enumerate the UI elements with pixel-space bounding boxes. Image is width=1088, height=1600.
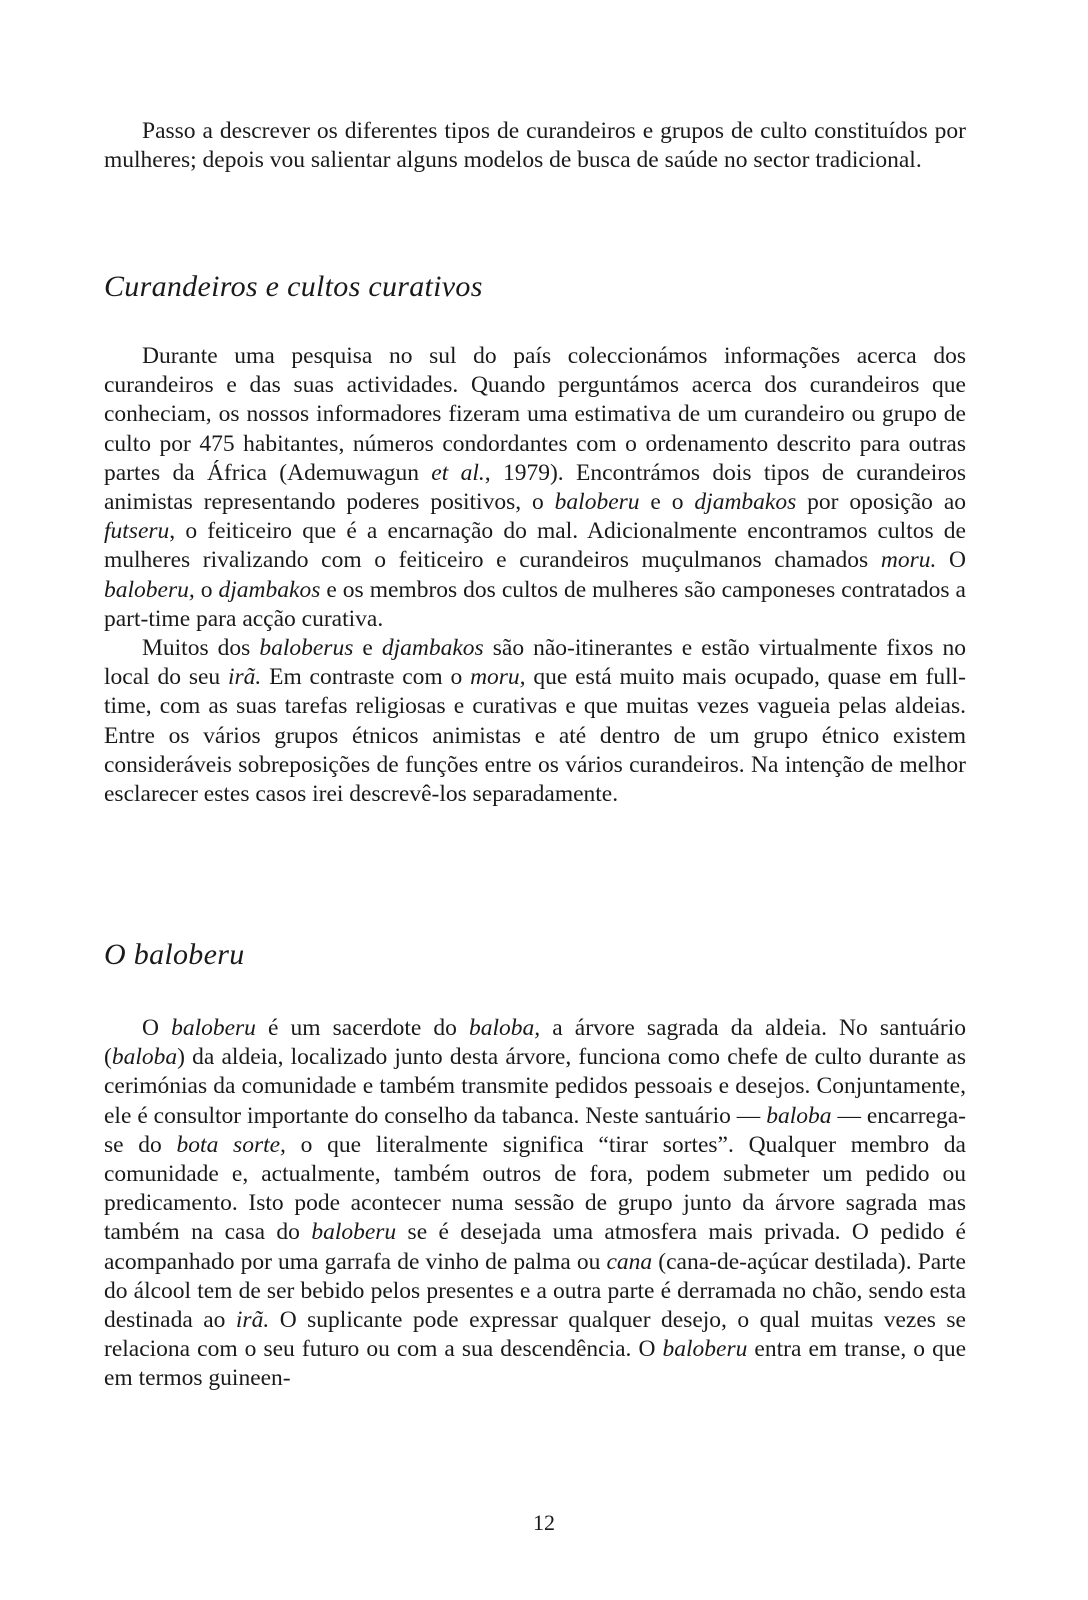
text-run: são não-itinerantes e estão virtualmente fixos no local do seu [104, 635, 966, 691]
text-run: a árvore sagrada da aldeia. No santuário ( [104, 1015, 966, 1071]
section1-body [104, 342, 966, 809]
text-run: é um sacerdote do [255, 1015, 470, 1041]
italic-run: baloba [766, 1102, 832, 1129]
text-run: por oposição ao [796, 489, 966, 516]
text-run: ) da aldeia, localizado junto desta árvore, funciona como chefe de culto durante as cerimónias da comunidade e também transmite pedidos pessoais e desejos. Conjuntamente, ele é consultor importante do conselho da tabanca. Neste santuário — [104, 1044, 966, 1129]
italic-run: moru, [470, 664, 526, 691]
section1-paragraph-1 [104, 342, 966, 634]
text-run: Durante uma pesquisa no sul do país coleccionámos informações acerca dos curandeiros e das suas actividades. Quando perguntámos acerca dos curandeiros que conheciam, os nossos informadores fizeram uma estimativa de um curandeiro ou grupo de culto por 475 habitantes, números condordantes com o ordenamento descrito para outras partes da África (Ademuwagun [104, 343, 966, 486]
italic-run: futseru [104, 518, 170, 545]
italic-run: baloberu [311, 1219, 397, 1246]
text-run: (cana-de-açúcar destilada). Parte do álcool tem de ser bebido pelos presentes e a outra parte é derramada no chão, sendo esta destinada ao [104, 1248, 966, 1334]
text-run: , o feiticeiro que é a encarnação do mal. Adicionalmente encontramos cultos de mulheres rivalizando com o feiticeiro e curandeiros muçulmanos chamados [104, 518, 966, 574]
text-run: o [194, 576, 219, 603]
text-run: o que literalmente significa “tirar sortes”. Qualquer membro da comunidade e, actualmente, também outros de fora, podem submeter um pedido ou predicamento. Isto pode acontecer numa sessão de grupo junto da árvore sagrada mas também na casa do [104, 1131, 966, 1246]
italic-run: baloberu, [104, 576, 195, 603]
italic-run: bota sorte, [176, 1131, 286, 1158]
text-run: O [142, 1015, 172, 1041]
page-number: 12 [533, 1510, 555, 1535]
italic-run: djambakos [218, 576, 321, 603]
italic-run: et al. [431, 459, 485, 486]
text-run: O [936, 547, 967, 574]
italic-run: moru. [880, 547, 937, 574]
text-run: e [353, 635, 382, 662]
text-run: entra em transe, o que em termos guineen- [104, 1336, 966, 1392]
italic-run: baloberu [554, 489, 640, 516]
italic-run: baloberu [662, 1336, 748, 1363]
italic-run: djambakos [694, 489, 797, 516]
italic-run: baloberus [259, 635, 354, 662]
italic-run: baloba [111, 1044, 178, 1071]
italic-run: baloba, [469, 1015, 541, 1041]
text-run: e o [639, 489, 695, 516]
section2-body [104, 1014, 966, 1394]
text-run: que está muito mais ocupado, quase em full-time, com as suas tarefas religiosas e curativas e que muitas vezes vagueia pelas aldeias. Entre os vários grupos étnicos animistas e até dentro de um grupo étnico existem consideráveis sobreposições de funções entre os vários curandeiros. Na intenção de melhor esclarecer estes casos irei descrevê-los separadamente. [104, 664, 966, 808]
text-run: Muitos dos [142, 635, 260, 662]
text-run: se é desejada uma atmosfera mais privada. O pedido é acompanhado por uma garrafa de vinho de palma ou [104, 1219, 966, 1275]
text-run: e os membros dos cultos de mulheres são camponeses contratados a part-time para acção curativa. [104, 576, 966, 632]
italic-run: irã. [235, 1307, 270, 1334]
section1-paragraph-2 [104, 634, 966, 809]
intro-paragraph: Passo a descrever os diferentes tipos de curandeiros e grupos de culto constituídos por mulheres; depois vou salientar alguns modelos de busca de saúde no sector tradicional. [104, 118, 966, 174]
italic-run: djambakos [381, 635, 484, 662]
intro-block [104, 117, 966, 175]
section-heading-baloberu: O baloberu [104, 938, 245, 971]
italic-run: baloberu [171, 1015, 256, 1041]
text-run: , 1979). Encontrámos dois tipos de curandeiros animistas representando poderes positivos, o [104, 459, 966, 516]
italic-run: irã. [227, 664, 262, 691]
section2-paragraph-1 [104, 1014, 966, 1394]
section-heading-curandeiros: Curandeiros e cultos curativos [104, 270, 483, 303]
italic-run: cana [606, 1248, 653, 1275]
text-run: O suplicante pode expressar qualquer desejo, o qual muitas vezes se relaciona com o seu futuro ou com a sua descendência. O [104, 1307, 966, 1363]
text-run: Em contraste com o [261, 664, 471, 691]
text-run: — encarrega-se do [104, 1102, 966, 1158]
